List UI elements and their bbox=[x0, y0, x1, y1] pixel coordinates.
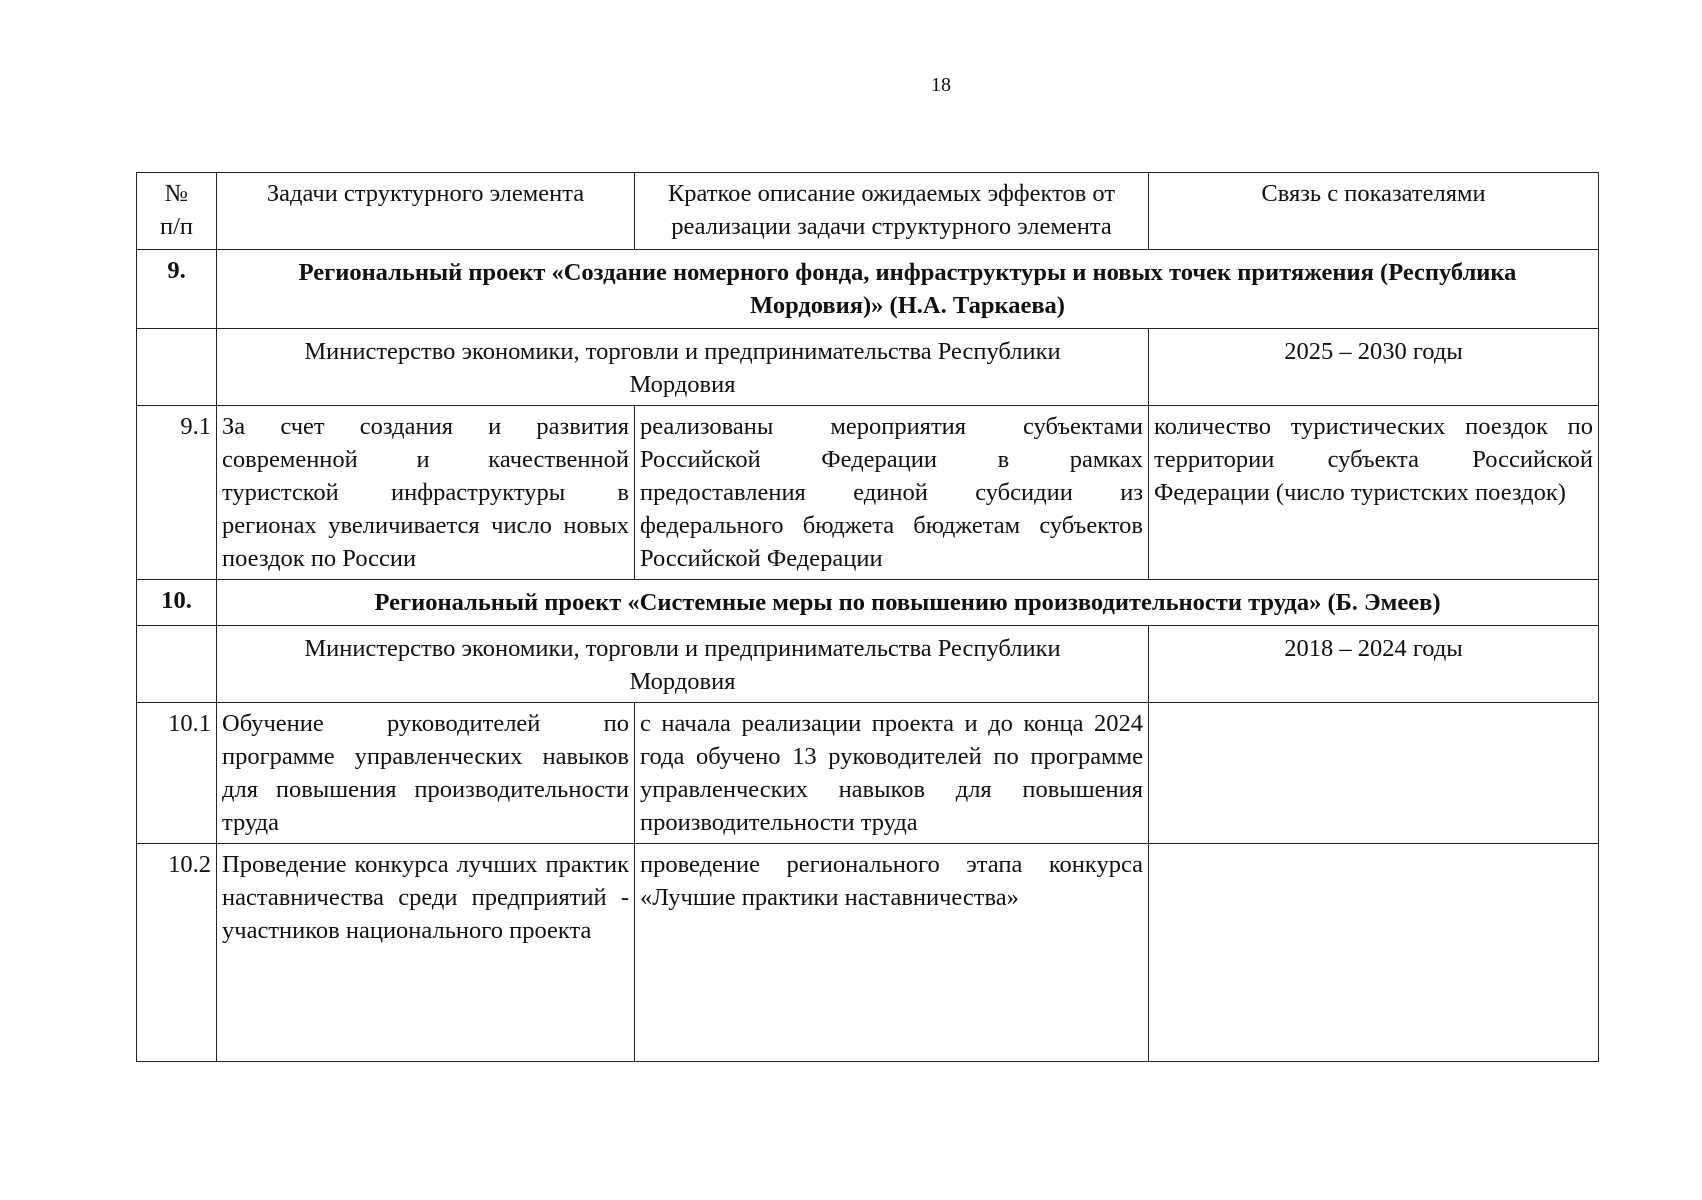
responsible-ministry: Министерство экономики, торговли и предпринимательства Республики Мордовия bbox=[217, 626, 1149, 703]
section-number: 10. bbox=[137, 580, 217, 626]
section-title-row bbox=[137, 250, 1599, 329]
section-title: Региональный проект «Системные меры по повышению производительности труда» (Б. Эмеев) bbox=[217, 580, 1599, 626]
table-row bbox=[137, 703, 1599, 844]
row-task: За счет создания и развития современной и качественной туристской инфраструктуры в регионах увеличивается число новых поездок по России bbox=[217, 406, 635, 580]
row-effect: проведение регионального этапа конкурса «Лучшие практики наставничества» bbox=[635, 844, 1149, 1062]
header-tasks: Задачи структурного элемента bbox=[217, 173, 635, 250]
page-number: 18 bbox=[931, 74, 951, 96]
row-indicator: количество туристических поездок по территории субъекта Российской Федерации (число туристских поездок) bbox=[1149, 406, 1599, 580]
row-effect: с начала реализации проекта и до конца 2024 года обучено 13 руководителей по программе управленческих навыков для повышения производительности труда bbox=[635, 703, 1149, 844]
structural-element-table bbox=[136, 172, 1599, 1062]
row-effect: реализованы мероприятия субъектами Российской Федерации в рамках предоставления единой субсидии из федерального бюджета бюджетам субъектов Российской Федерации bbox=[635, 406, 1149, 580]
responsible-ministry: Министерство экономики, торговли и предпринимательства Республики Мордовия bbox=[217, 329, 1149, 406]
row-number: 9.1 bbox=[137, 406, 217, 580]
table-row bbox=[137, 844, 1599, 1062]
table-header-row bbox=[137, 173, 1599, 250]
header-effects: Краткое описание ожидаемых эффектов от реализации задачи структурного элемента bbox=[635, 173, 1149, 250]
header-num: № п/п bbox=[137, 173, 217, 250]
section-title-row bbox=[137, 580, 1599, 626]
row-indicator bbox=[1149, 703, 1599, 844]
section-title: Региональный проект «Создание номерного фонда, инфраструктуры и новых точек притяжения (Республика Мордовия)» (Н.А. Таркаева) bbox=[217, 250, 1599, 329]
row-task: Проведение конкурса лучших практик наставничества среди предприятий - участников национального проекта bbox=[217, 844, 635, 1062]
header-indicators: Связь с показателями bbox=[1149, 173, 1599, 250]
project-period: 2025 – 2030 годы bbox=[1149, 329, 1599, 406]
project-period: 2018 – 2024 годы bbox=[1149, 626, 1599, 703]
row-number: 10.1 bbox=[137, 703, 217, 844]
table-row bbox=[137, 406, 1599, 580]
row-task: Обучение руководителей по программе управленческих навыков для повышения производительности труда bbox=[217, 703, 635, 844]
row-indicator bbox=[1149, 844, 1599, 1062]
section-responsible-row bbox=[137, 626, 1599, 703]
section-responsible-row bbox=[137, 329, 1599, 406]
row-number: 10.2 bbox=[137, 844, 217, 1062]
section-number: 9. bbox=[137, 250, 217, 329]
